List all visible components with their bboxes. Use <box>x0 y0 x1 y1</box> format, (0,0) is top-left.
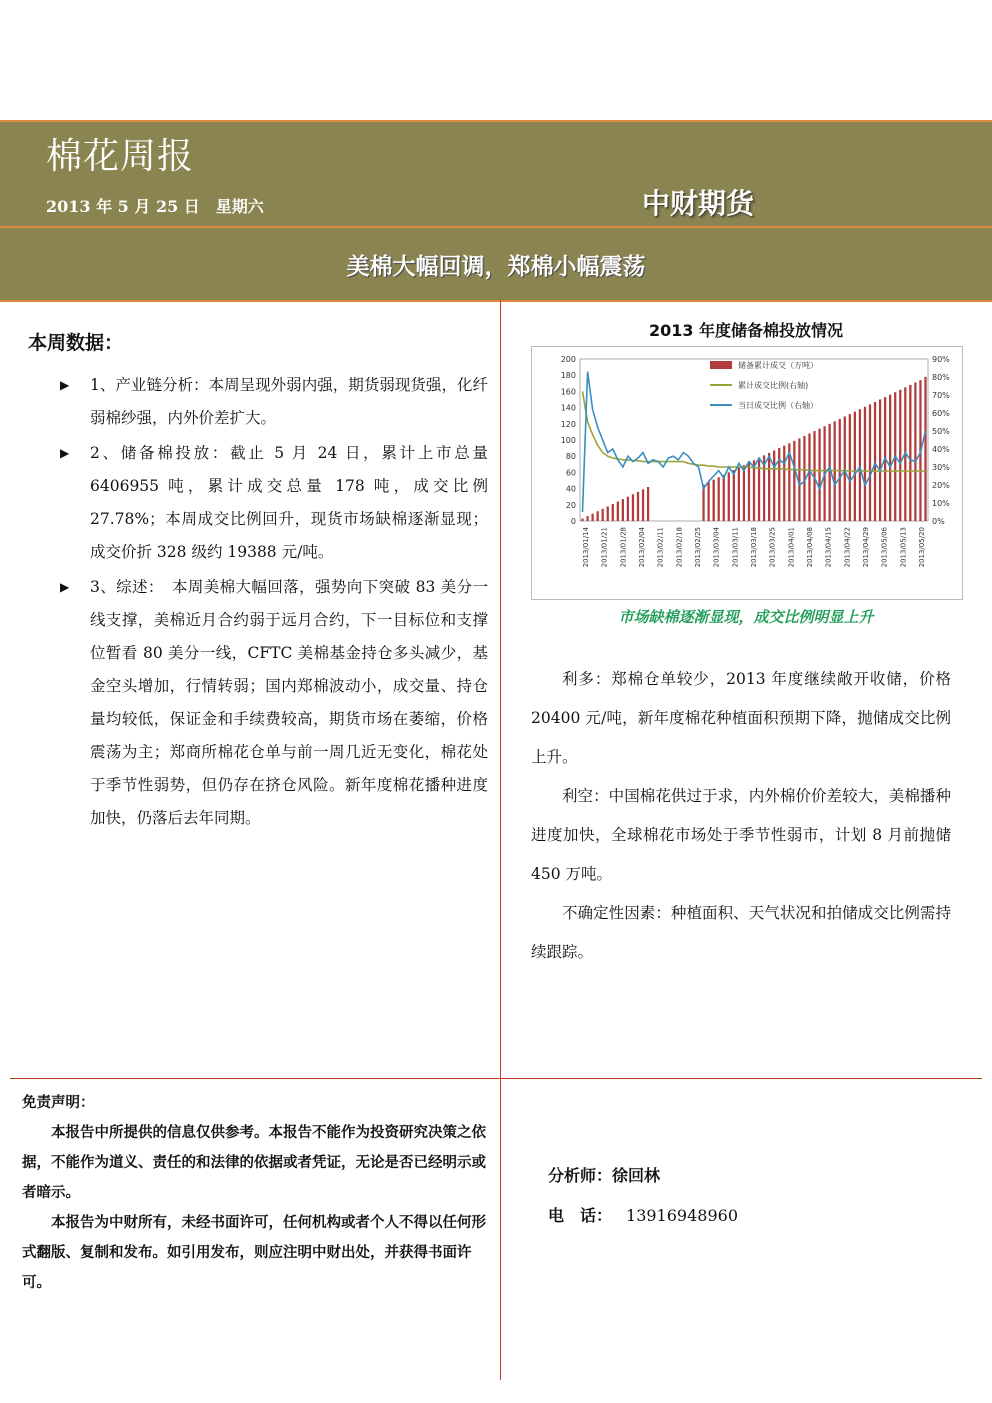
brand-logo-text: 中财期货 <box>642 187 755 220</box>
item-text: 3、综述： 本周美棉大幅回落，强势向下突破 83 美分一线支撑，美棉近月合约弱于远月合约，下一目标位和支撑位暂看 80 美分一线，CFTC 美棉基金持仓多头减少，基金空头增加，行情转弱；国内郑棉波动小，成交量、持仓量均较低，保证金和手续费较高，期货市场在萎缩，价格震荡为主；郑商所棉花仓单与前一周几近无变化，棉花处于季节性弱势，但仍存在挤仓风险。新年度棉花播种进度加快，仍落后去年同期。 <box>90 578 488 827</box>
y-left-tick-label: 180 <box>560 371 576 381</box>
legend-label: 当日成交比例（右轴） <box>738 401 818 410</box>
bar <box>617 502 619 521</box>
y-right-tick-label: 70% <box>932 391 950 400</box>
bar <box>914 382 916 521</box>
subtitle-banner <box>0 226 992 302</box>
phone-number: 13916948960 <box>626 1206 738 1225</box>
x-tick-label: 2013/01/28 <box>619 527 628 568</box>
uncertain-factors: 不确定性因素：种植面积、天气状况和拍储成交比例需持续跟踪。 <box>531 904 951 961</box>
x-tick-label: 2013/04/15 <box>824 527 833 568</box>
bar <box>718 477 720 521</box>
x-tick-label: 2013/04/29 <box>862 527 870 568</box>
y-left-tick-label: 40 <box>565 484 576 494</box>
y-right-tick-label: 40% <box>932 445 950 454</box>
x-tick-label: 2013/04/22 <box>843 527 852 568</box>
x-tick-label: 2013/01/21 <box>600 527 609 568</box>
y-right-tick-label: 80% <box>932 373 950 382</box>
x-tick-label: 2013/03/18 <box>750 527 758 568</box>
legend-label: 累计成交比例(右轴) <box>738 381 809 390</box>
bar <box>581 519 583 521</box>
analyst-name: 分析师：徐回林 <box>548 1166 661 1185</box>
bullet-arrow-icon: ▶ <box>60 446 70 460</box>
list-item <box>28 369 488 435</box>
chart-title: 2013 年度储备棉投放情况 <box>648 321 844 340</box>
y-right-tick-label: 10% <box>932 499 950 508</box>
x-tick-label: 2013/02/25 <box>694 527 702 568</box>
bar <box>733 470 735 521</box>
bar <box>849 414 851 521</box>
bar <box>818 429 820 521</box>
bar <box>597 511 599 521</box>
x-tick-label: 2013/03/25 <box>768 527 777 568</box>
bar <box>632 494 634 521</box>
bar <box>889 395 891 521</box>
phone-row <box>548 1196 738 1236</box>
y-left-tick-label: 200 <box>560 355 576 364</box>
bar <box>909 385 911 521</box>
legend-swatch <box>710 361 732 369</box>
x-tick-label: 2013/05/13 <box>899 527 908 568</box>
bar <box>647 487 649 521</box>
bar <box>748 463 750 521</box>
bar <box>627 497 629 521</box>
y-right-tick-label: 20% <box>932 481 950 490</box>
y-left-tick-label: 0 <box>570 517 576 526</box>
legend-label: 储备累计成交（万吨） <box>738 361 818 370</box>
disclaimer-heading: 免责声明： <box>22 1095 95 1111</box>
report-subtitle: 美棉大幅回调，郑棉小幅震荡 <box>346 254 646 280</box>
y-right-tick-label: 0% <box>932 517 945 526</box>
y-right-tick-label: 60% <box>932 409 950 418</box>
bar <box>723 475 725 521</box>
bar <box>738 468 740 521</box>
x-tick-label: 2013/02/18 <box>675 527 684 568</box>
x-tick-label: 2013/02/11 <box>656 527 665 568</box>
phone-label: 电 话： <box>548 1206 613 1225</box>
footer-divider <box>10 1078 982 1079</box>
bar <box>753 460 755 521</box>
bar <box>773 451 775 521</box>
bar <box>879 400 881 522</box>
column-divider <box>500 300 501 1380</box>
bar <box>607 506 609 521</box>
bar <box>844 417 846 521</box>
bar <box>854 412 856 521</box>
bar <box>899 390 901 521</box>
x-tick-label: 2013/03/04 <box>712 527 721 568</box>
bar <box>602 509 604 521</box>
bar <box>612 504 614 521</box>
item-text: 2、储备棉投放：截止 5 月 24 日，累计上市总量 6406955 吨，累计成交总量 178 吨，成交比例 27.78%；本周成交比例回升，现货市场缺棉逐渐显现；成交价折 328 级约 19388 元/吨。 <box>90 444 488 561</box>
x-tick-label: 2013/05/06 <box>880 527 889 568</box>
bar <box>808 434 810 521</box>
list-item <box>28 571 488 835</box>
y-left-tick-label: 140 <box>560 403 576 413</box>
bar <box>793 441 795 521</box>
y-left-tick-label: 20 <box>565 500 576 510</box>
y-right-tick-label: 50% <box>932 427 950 436</box>
analysis-section <box>531 660 951 972</box>
chart-caption: 市场缺棉逐渐显现，成交比例明显上升 <box>618 608 874 626</box>
bar <box>869 404 871 521</box>
bar <box>874 402 876 521</box>
bullet-arrow-icon: ▶ <box>60 580 70 594</box>
x-tick-label: 2013/04/08 <box>806 527 814 568</box>
bullet-arrow-icon: ▶ <box>60 378 70 392</box>
header-banner <box>0 120 992 226</box>
bar <box>864 407 866 521</box>
report-title: 棉花周报 <box>46 136 195 177</box>
y-left-tick-label: 160 <box>560 387 576 397</box>
y-left-tick-label: 120 <box>560 419 576 429</box>
y-left-tick-label: 100 <box>560 436 576 445</box>
x-tick-label: 2013/05/20 <box>918 527 926 568</box>
bar <box>713 480 715 521</box>
y-left-tick-label: 80 <box>565 452 576 462</box>
disclaimer-paragraph: 本报告为中财所有，未经书面许可，任何机构或者个人不得以任何形式翻版、复制和发布。如引用发布，则应注明中财出处，并获得书面许可。 <box>22 1215 486 1291</box>
bar <box>707 482 709 521</box>
bar <box>768 453 770 521</box>
reserve-cotton-chart <box>532 347 962 599</box>
contact-section <box>548 1156 738 1236</box>
bar <box>743 465 745 521</box>
y-right-tick-label: 30% <box>932 463 950 472</box>
x-tick-label: 2013/03/11 <box>731 527 740 568</box>
bar <box>728 472 730 521</box>
x-tick-label: 2013/04/01 <box>787 527 796 568</box>
y-left-tick-label: 60 <box>565 468 576 478</box>
bar <box>637 492 639 521</box>
x-tick-label: 2013/02/04 <box>638 527 646 568</box>
x-tick-label: 2013/01/14 <box>582 527 590 568</box>
list-item <box>28 437 488 569</box>
weekly-data-section <box>28 328 488 837</box>
bull-factors: 利多：郑棉仓单较少，2013 年度继续敞开收储，价格 20400 元/吨，新年度棉花种植面积预期下降，抛储成交比例上升。 <box>531 670 951 766</box>
report-date: 2013 年 5 月 25 日 星期六 <box>46 197 264 216</box>
bar <box>586 516 588 521</box>
bear-factors: 利空：中国棉花供过于求，内外棉价价差较大，美棉播种进度加快，全球棉花市场处于季节性弱市，计划 8 月前抛储 450 万吨。 <box>531 787 951 883</box>
weekly-heading: 本周数据： <box>28 332 124 354</box>
bar <box>591 514 593 521</box>
bar <box>783 446 785 521</box>
y-right-tick-label: 90% <box>932 355 950 364</box>
bar <box>622 499 624 521</box>
disclaimer-paragraph: 本报告中所提供的信息仅供参考。本报告不能作为投资研究决策之依据，不能作为道义、责任的和法律的依据或者凭证，无论是否已经明示或者暗示。 <box>22 1125 486 1201</box>
bar <box>924 377 926 521</box>
disclaimer-section <box>22 1088 488 1298</box>
item-text: 1、产业链分析：本周呈现外弱内强，期货弱现货强，化纤弱棉纱强，内外价差扩大。 <box>90 376 488 427</box>
bar <box>859 409 861 521</box>
chart-container <box>531 346 963 600</box>
bar <box>642 489 644 521</box>
